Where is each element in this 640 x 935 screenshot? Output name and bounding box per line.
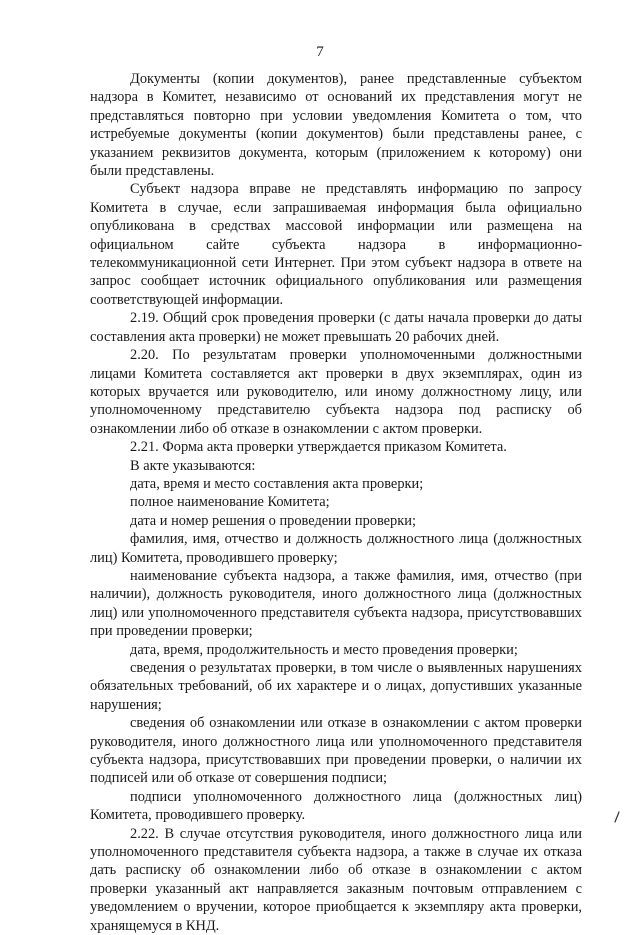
paragraph-right-not-to-provide: Субъект надзора вправе не представлять информацию по запросу Комитета в случае, если запрашиваемая информация была официально опубликована в средствах массовой информации или размещена на официальном сайте субъекта надзора в информационно-телекоммуникационной сети Интернет. При этом субъект надзора в ответе на запрос сообщает источник официального опубликования или размещения соответствующей информации. bbox=[90, 181, 582, 308]
paragraph-2-19: 2.19. Общий срок проведения проверки (с даты начала проверки до даты составления акта проверки) не может превышать 20 рабочих дней. bbox=[90, 310, 582, 345]
list-item-committee-name: полное наименование Комитета; bbox=[130, 494, 330, 511]
list-item-results: сведения о результатах проверки, в том числе о выявленных нарушениях обязательных требований, об их характере и о лицах, допустивших указанные нарушения; bbox=[90, 660, 582, 713]
list-item-officials: фамилия, имя, отчество и должность должностного лица (должностных лиц) Комитета, проводившего проверку; bbox=[90, 531, 582, 566]
page-number: 7 bbox=[316, 44, 324, 60]
list-item-subject-name: наименование субъекта надзора, а также фамилия, имя, отчество (при наличии), должность руководителя, иного должностного лица (должностных лиц) или уполномоченного представителя субъекта надзора, присутствовавших при проведении проверки; bbox=[90, 567, 582, 640]
list-item-signatures: подписи уполномоченного должностного лица (должностных лиц) Комитета, проводившего проверку. bbox=[90, 788, 582, 824]
document-body bbox=[90, 70, 582, 935]
list-item-date-place: дата, время и место составления акта проверки; bbox=[130, 475, 424, 492]
paragraph-documents-copies: Документы (копии документов), ранее представленные субъектом надзора в Комитет, независимо от оснований их представления могут не представляться повторно при условии уведомления Комитета о том, что истребуемые документы (копии документов) были представлены ранее, с указанием реквизитов документа, которым (приложением к которому) они были представлены. bbox=[90, 71, 582, 180]
paragraph-2-22: 2.22. В случае отсутствия руководителя, иного должностного лица или уполномоченного представителя субъекта надзора, а также в случае их отказа дать расписку об ознакомлении либо об отказе в ознакомлении с актом проверки указанный акт направляется заказным почтовым отправлением с уведомлением о вручении, которое приобщается к экземпляру акта проверки, хранящемуся в КНД. bbox=[90, 825, 582, 934]
list-item-duration: дата, время, продолжительность и место проведения проверки; bbox=[130, 641, 518, 658]
list-item-decision-number: дата и номер решения о проведении проверки; bbox=[130, 512, 416, 529]
list-item-acknowledgement: сведения об ознакомлении или отказе в ознакомлении с актом проверки руководителя, иного должностного лица или уполномоченного представителя субъекта надзора, присутствовавших при проведении проверки, о наличии их подписей или об отказе от совершения подписи; bbox=[90, 715, 582, 787]
pen-mark-icon bbox=[612, 810, 622, 824]
paragraph-act-contents-intro: В акте указываются: bbox=[130, 457, 256, 474]
paragraph-2-20: 2.20. По результатам проверки уполномоченными должностными лицами Комитета составляется акт проверки в двух экземплярах, один из которых вручается или руководителю, или иному должностному лицу, или уполномоченному представителю субъекта надзора под расписку об ознакомлении либо об отказе в ознакомлении с актом проверки. bbox=[90, 347, 582, 437]
paragraph-2-21: 2.21. Форма акта проверки утверждается приказом Комитета. bbox=[130, 439, 507, 456]
